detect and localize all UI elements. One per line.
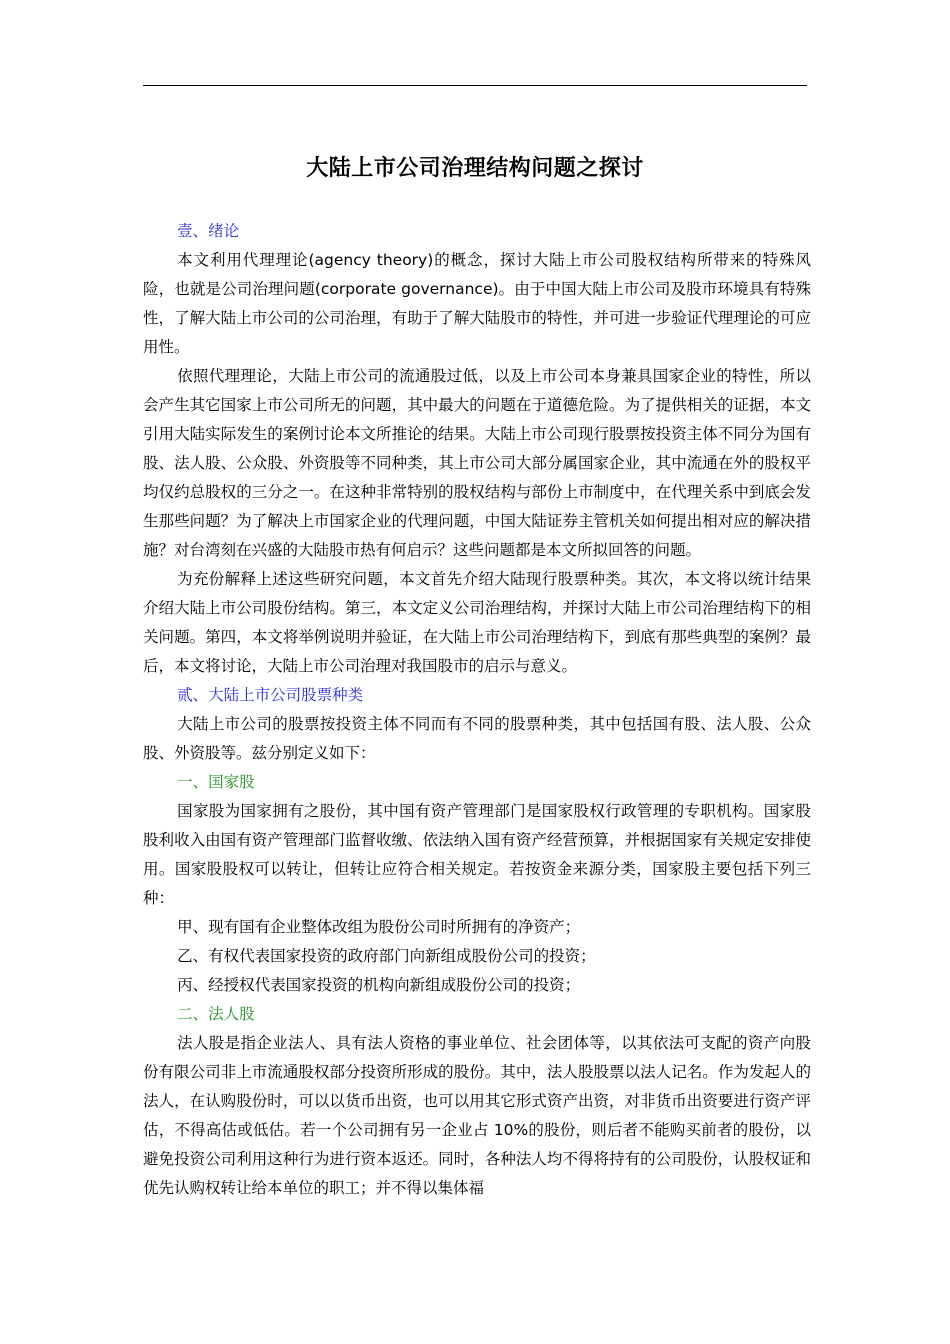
section-heading-introduction: 壹、绪论 <box>177 222 240 240</box>
list-item: 乙、有权代表国家投资的政府部门向新组成股份公司的投资； <box>177 947 596 965</box>
paragraph: 为充份解释上述这些研究问题，本文首先介绍大陆现行股票种类。其次，本文将以统计结果介绍大陆上市公司股份结构。第三，本文定义公司治理结构，并探讨大陆上市公司治理结构下的相关问题。第四，本文将举例说明并验证，在大陆上市公司治理结构下，到底有那些典型的案例？最后，本文将讨论，大陆上市公司治理对我国股市的启示与意义。 <box>143 570 811 675</box>
paragraph: 本文利用代理理论(agency theory)的概念，探讨大陆上市公司股权结构所带来的特殊风险，也就是公司治理问题(corporate governance)。由于中国大陆上市公司及股市环境具有特殊性，了解大陆上市公司的公司治理，有助于了解大陆股市的特性，并可进一步验证代理理论的可应用性。 <box>143 251 811 356</box>
paragraph: 法人股是指企业法人、具有法人资格的事业单位、社会团体等，以其依法可支配的资产向股份有限公司非上市流通股权部分投资所形成的股份。其中，法人股股票以法人记名。作为发起人的法人，在认购股份时，可以以货币出资，也可以用其它形式资产出资，对非货币出资要进行资产评估，不得高估或低估。若一个公司拥有另一企业占 10%的股份，则后者不能购买前者的股份，以避免投资公司利用这种行为进行资本返还。同时，各种法人均不得将持有的公司股份，认股权证和优先认购权转让给本单位的职工；并不得以集体福 <box>143 1034 811 1197</box>
paragraph: 依照代理理论，大陆上市公司的流通股过低，以及上市公司本身兼具国家企业的特性，所以会产生其它国家上市公司所无的问题，其中最大的问题在于道德危险。为了提供相关的证据，本文引用大陆实际发生的案例讨论本文所推论的结果。大陆上市公司现行股票按投资主体不同分为国有股、法人股、公众股、外资股等不同种类，其上市公司大部分属国家企业，其中流通在外的股权平均仅约总股权的三分之一。在这种非常特别的股权结构与部份上市制度中，在代理关系中到底会发生那些问题？为了解决上市国家企业的代理问题，中国大陆证券主管机关如何提出相对应的解决措施？对台湾刻在兴盛的大陆股市热有何启示？这些问题都是本文所拟回答的问题。 <box>143 367 811 559</box>
document-body <box>143 217 811 1203</box>
subsection-heading-state-shares: 一、国家股 <box>177 773 255 791</box>
paragraph: 国家股为国家拥有之股份，其中国有资产管理部门是国家股权行政管理的专职机构。国家股股利收入由国有资产管理部门监督收缴、依法纳入国有资产经营预算，并根据国家有关规定安排使用。国家股股权可以转让，但转让应符合相关规定。若按资金来源分类，国家股主要包括下列三种： <box>143 802 811 907</box>
document-title: 大陆上市公司治理结构问题之探讨 <box>306 156 644 181</box>
list-item: 丙、经授权代表国家投资的机构向新组成股份公司的投资； <box>177 976 581 994</box>
section-heading-stock-types: 贰、大陆上市公司股票种类 <box>177 686 364 704</box>
paragraph: 大陆上市公司的股票按投资主体不同而有不同的股票种类，其中包括国有股、法人股、公众股、外资股等。兹分别定义如下： <box>143 715 811 762</box>
subsection-heading-legal-person-shares: 二、法人股 <box>177 1005 255 1023</box>
list-item: 甲、现有国有企业整体改组为股份公司时所拥有的净资产； <box>177 918 581 936</box>
header-rule <box>143 85 807 86</box>
